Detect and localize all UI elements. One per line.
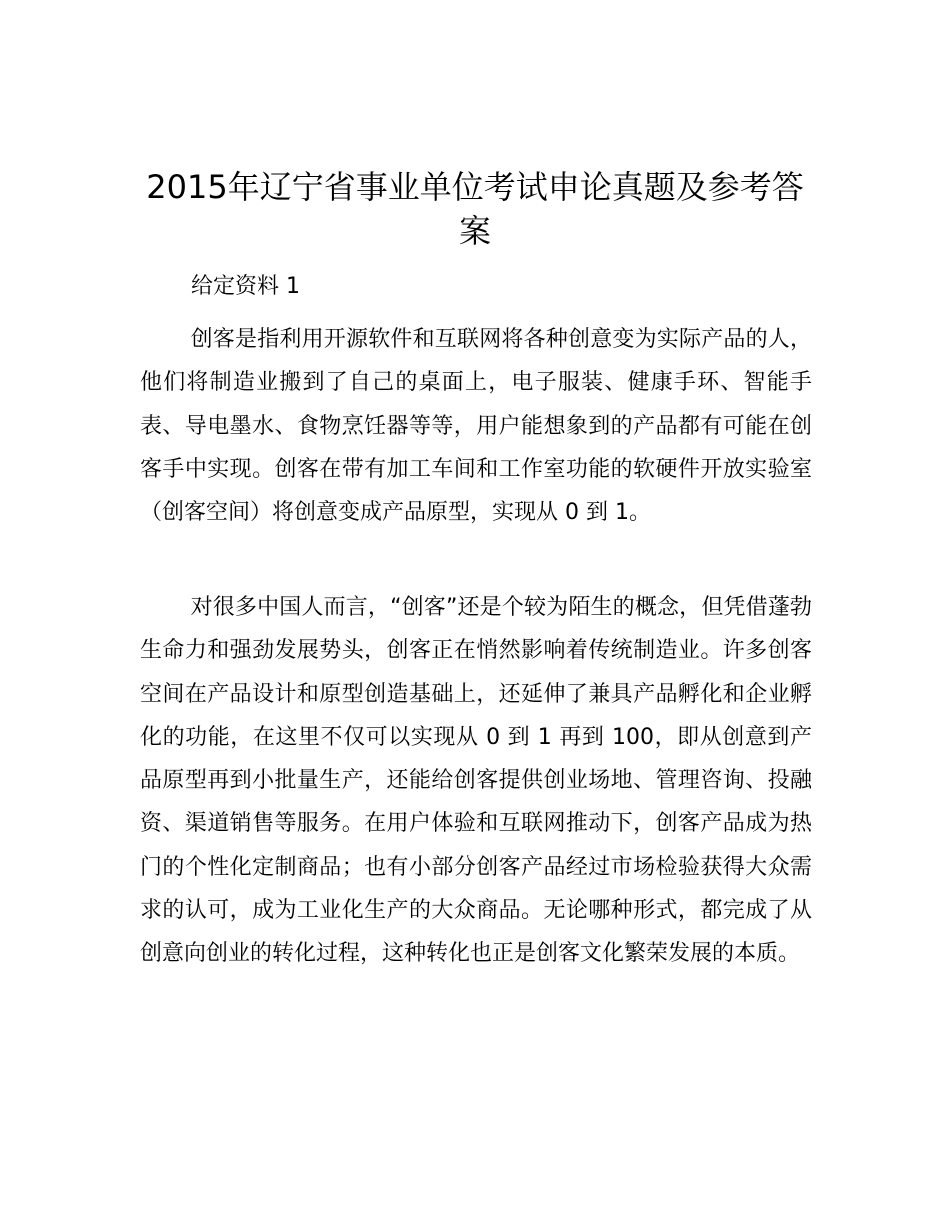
document-title: 2015年辽宁省事业单位考试申论真题及参考答案	[146, 168, 804, 250]
paragraph-2: 对很多中国人而言，“创客”还是个较为陌生的概念，但凭借蓬勃生命力和强劲发展势头，创客正在悄然影响着传统制造业。许多创客空间在产品设计和原型创造基础上，还延伸了兼具产品孵化和企业孵化的功能，在这里不仅可以实现从 0 到 1 再到 100，即从创意到产品原型再到小批量生产，还能给创客提供创业场地、管理咨询、投融资、渠道销售等服务。在用户体验和互联网推动下，创客产品成为热门的个性化定制商品；也有小部分创客产品经过市场检验获得大众需求的认可，成为工业化生产的大众商品。无论哪种形式，都完成了从创意向创业的转化过程，这种转化也正是创客文化繁荣发展的本质。	[140, 595, 812, 967]
paragraph-1: 创客是指利用开源软件和互联网将各种创意变为实际产品的人，他们将制造业搬到了自己的桌面上，电子服装、健康手环、智能手表、导电墨水、食物烹饪器等等，用户能想象到的产品都有可能在创客手中实现。创客在带有加工车间和工作室功能的软硬件开放实验室（创客空间）将创意变成产品原型，实现从 0 到 1。	[140, 327, 812, 526]
section-label: 给定资料 1	[191, 274, 300, 299]
